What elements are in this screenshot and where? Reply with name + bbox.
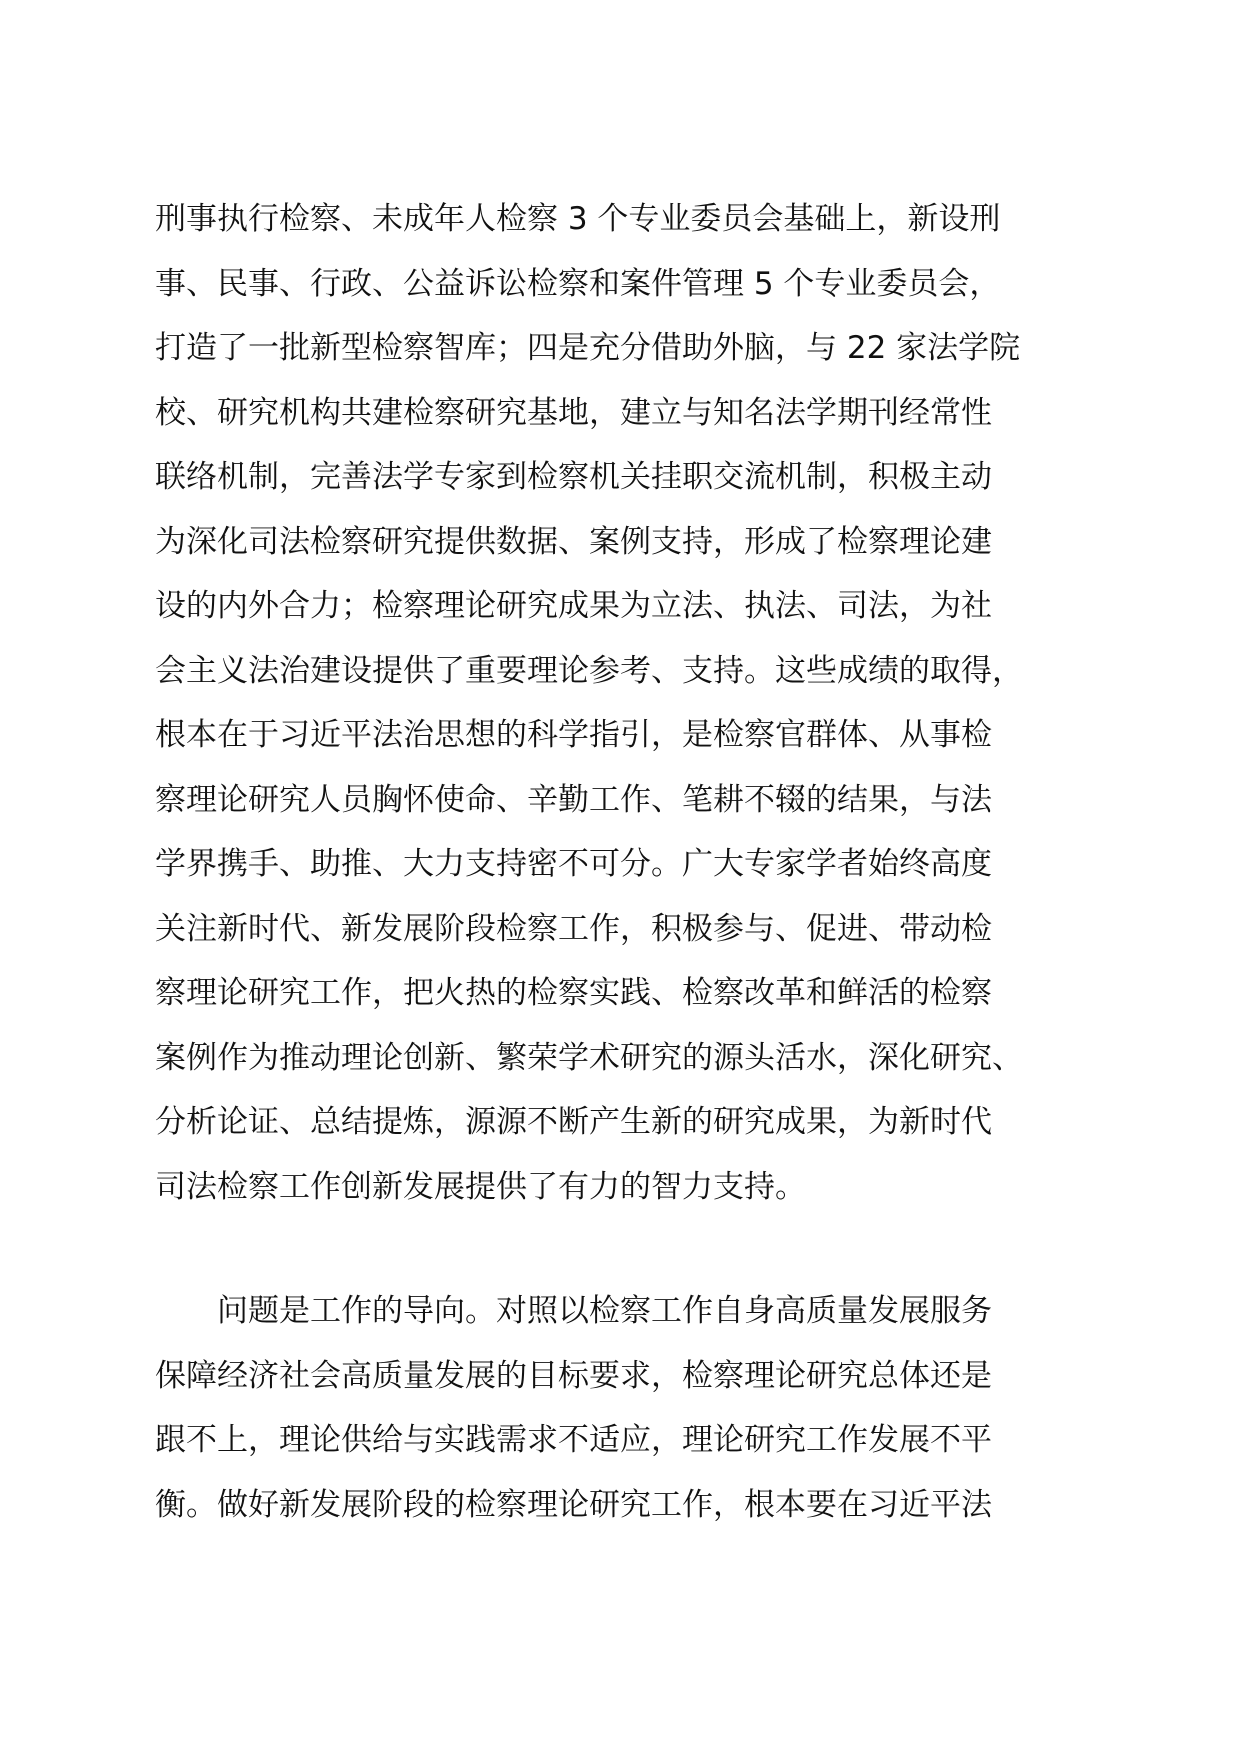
paragraph-1-line: 关注新时代、新发展阶段检察工作，积极参与、促进、带动检 bbox=[155, 910, 992, 947]
paragraph-1-line: 会主义法治建设提供了重要理论参考、支持。这些成绩的取得， bbox=[155, 652, 1023, 689]
paragraph-1-line: 刑事执行检察、未成年人检察 3 个专业委员会基础上，新设刑 bbox=[155, 201, 1001, 237]
paragraph-1 bbox=[155, 187, 1115, 1219]
paragraph-1-line: 校、研究机构共建检察研究基地，建立与知名法学期刊经常性 bbox=[155, 394, 992, 431]
paragraph-1-line: 打造了一批新型检察智库；四是充分借助外脑，与 22 家法学院 bbox=[155, 330, 1021, 366]
paragraph-1-line: 联络机制，完善法学专家到检察机关挂职交流机制，积极主动 bbox=[155, 459, 992, 495]
paragraph-1-line: 为深化司法检察研究提供数据、案例支持，形成了检察理论建 bbox=[155, 523, 992, 560]
paragraph-1-line: 分析论证、总结提炼，源源不断产生新的研究成果，为新时代 bbox=[155, 1104, 992, 1140]
paragraph-2-line: 保障经济社会高质量发展的目标要求，检察理论研究总体还是 bbox=[155, 1357, 992, 1394]
paragraph-1-line: 事、民事、行政、公益诉讼检察和案件管理 5 个专业委员会， bbox=[155, 265, 1001, 302]
paragraph-1-line: 案例作为推动理论创新、繁荣学术研究的源头活水，深化研究、 bbox=[155, 1039, 1023, 1076]
paragraph-2 bbox=[155, 1279, 1115, 1537]
paragraph-2-line: 跟不上，理论供给与实践需求不适应，理论研究工作发展不平 bbox=[155, 1422, 992, 1458]
paragraph-1-line: 学界携手、助推、大力支持密不可分。广大专家学者始终高度 bbox=[155, 846, 992, 882]
paragraph-1-line: 设的内外合力；检察理论研究成果为立法、执法、司法，为社 bbox=[155, 588, 992, 624]
paragraph-1-line: 察理论研究人员胸怀使命、辛勤工作、笔耕不辍的结果，与法 bbox=[155, 781, 992, 818]
paragraph-2-line: 问题是工作的导向。对照以检察工作自身高质量发展服务 bbox=[217, 1293, 992, 1329]
paragraph-2-line: 衡。做好新发展阶段的检察理论研究工作，根本要在习近平法 bbox=[155, 1486, 992, 1523]
paragraph-1-line: 根本在于习近平法治思想的科学指引，是检察官群体、从事检 bbox=[155, 717, 992, 753]
paragraph-1-line: 司法检察工作创新发展提供了有力的智力支持。 bbox=[155, 1168, 806, 1205]
paragraph-1-line: 察理论研究工作，把火热的检察实践、检察改革和鲜活的检察 bbox=[155, 975, 992, 1011]
